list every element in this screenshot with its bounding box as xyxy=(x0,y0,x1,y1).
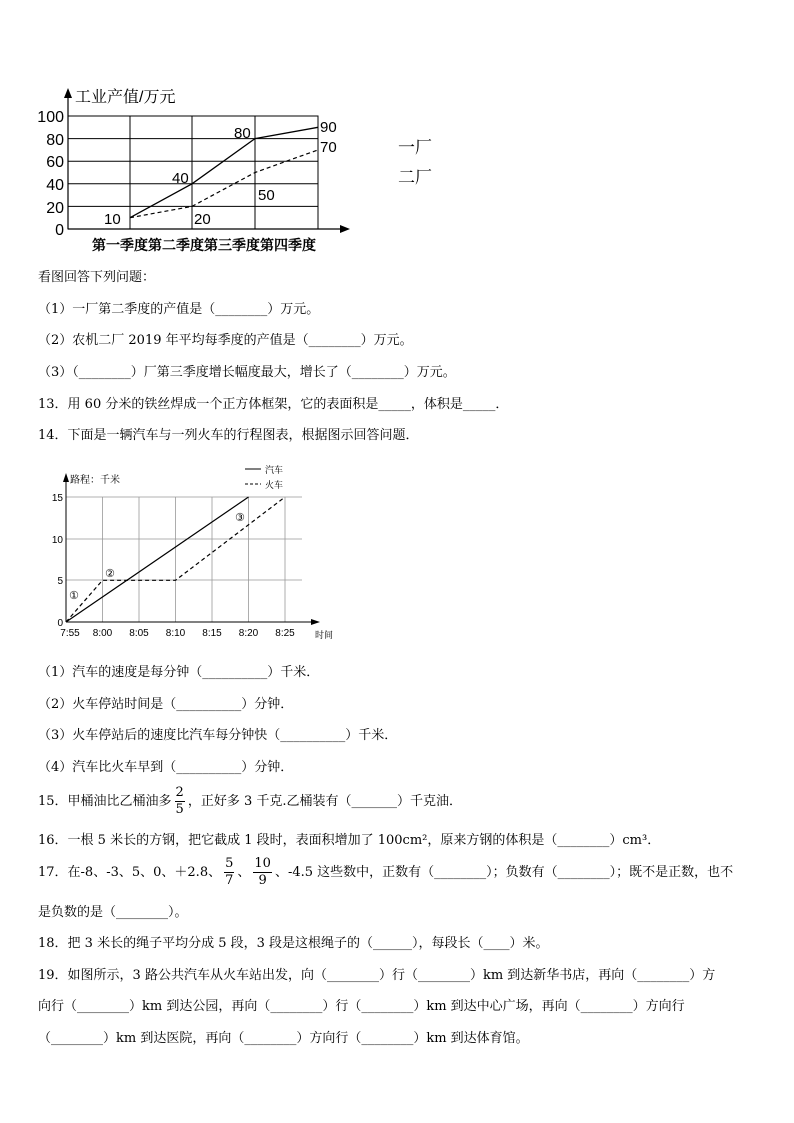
q12-part2: （2）农机二厂 2019 年平均每季度的产值是（________）万元。 xyxy=(38,333,413,348)
x-tick: 8:20 xyxy=(238,628,259,639)
data-label: 40 xyxy=(172,170,189,187)
data-label: 90 xyxy=(320,119,337,136)
q14-part1: （1）汽车的速度是每分钟（__________）千米． xyxy=(38,665,320,680)
q17-line1: 17．在-8、-3、5、0、＋2.8、 $\frac{5}{7}$ 、 $\frac{10}{9}$ 、-4.5 这些数中，正数有（________）；负数有（________）；既不是正数，也不 xyxy=(38,856,734,888)
chart1-x-labels: 第一季度第二季度第三季度第四季度 xyxy=(92,237,316,253)
legend-factory-1: 一厂 xyxy=(398,138,432,157)
q12-intro: 看图回答下列问题： xyxy=(38,270,156,285)
series-car xyxy=(66,497,249,622)
y-tick: 60 xyxy=(46,154,64,171)
y-tick: 80 xyxy=(46,132,64,149)
x-tick: 7:55 xyxy=(60,628,80,639)
chart2-x-title: 时间 xyxy=(315,630,334,640)
data-label: 50 xyxy=(258,187,275,204)
x-tick: 8:00 xyxy=(92,628,113,639)
chart2-grid xyxy=(66,497,302,622)
q17-fraction-1: $\frac{5}{7}$ xyxy=(225,856,234,888)
legend-car: 汽车 xyxy=(265,465,284,475)
q12-part1: （1）一厂第二季度的产值是（________）万元。 xyxy=(38,302,320,317)
chart2-x-ticks xyxy=(60,628,295,639)
output-line-chart xyxy=(0,0,794,270)
q12-part3: （3）（________）厂第三季度增长幅度最大，增长了（________）万元。 xyxy=(38,365,456,380)
x-tick: 8:10 xyxy=(165,628,186,639)
chart1-y-arrow-icon xyxy=(64,88,72,98)
y-tick: 5 xyxy=(57,576,63,587)
x-tick: 8:15 xyxy=(202,628,222,639)
q14-part2: （2）火车停站时间是（__________）分钟． xyxy=(38,697,294,712)
q14-part3: （3）火车停站后的速度比汽车每分钟快（__________）千米． xyxy=(38,728,398,743)
q19-line2: 向行（________）km 到达公园，再向（________）行（________）km 到达中心广场，再向（________）方向行 xyxy=(38,999,685,1014)
data-label: 10 xyxy=(104,211,121,228)
x-tick: 8:05 xyxy=(129,628,149,639)
q19-line1: 19．如图所示，3 路公共汽车从火车站出发，向（________）行（________）km 到达新华书店，再向（________）方 xyxy=(38,968,716,983)
segment-mark-1: ① xyxy=(69,590,79,602)
y-tick: 10 xyxy=(51,535,63,546)
series-factory-1 xyxy=(130,127,318,217)
y-tick: 0 xyxy=(55,222,64,239)
chart2-y-arrow-icon xyxy=(63,473,69,482)
chart1-y-title: 工业产值/万元 xyxy=(75,89,176,106)
q18: 18．把 3 米长的绳子平均分成 5 段，3 段是这根绳子的（______），每段长（____）米。 xyxy=(38,936,549,951)
q14-title: 14．下面是一辆汽车与一列火车的行程图表，根据图示回答问题． xyxy=(38,428,419,443)
q14-part4: （4）汽车比火车早到（__________）分钟． xyxy=(38,760,294,775)
y-tick: 15 xyxy=(51,493,63,504)
chart2-y-ticks xyxy=(52,493,64,629)
q16: 16．一根 5 米长的方钢，把它截成 1 段时，表面积增加了 100cm²，原来方钢的体积是（________）cm³． xyxy=(38,833,661,848)
chart2-x-arrow-icon xyxy=(311,619,320,625)
q15 xyxy=(38,785,462,819)
chart1-x-arrow-icon xyxy=(340,225,350,233)
chart1-legend xyxy=(398,138,432,187)
q15-fraction: $\frac{2}{5}$ xyxy=(175,785,184,817)
segment-mark-3: ③ xyxy=(235,512,245,524)
chart2-legend xyxy=(245,464,283,490)
travel-line-chart xyxy=(0,455,794,645)
q15-text-b: ，正好多 3 千克.乙桶装有（_______）千克油． xyxy=(187,794,462,809)
q17-fraction-2: $\frac{10}{9}$ xyxy=(254,856,271,888)
data-label: 20 xyxy=(194,211,211,228)
data-label: 70 xyxy=(320,139,337,156)
legend-train: 火车 xyxy=(265,480,284,490)
chart1-y-ticks xyxy=(37,109,64,239)
x-tick: 8:25 xyxy=(275,628,295,639)
y-tick: 20 xyxy=(46,200,64,217)
q17-line2: 是负数的是（________）。 xyxy=(38,905,188,920)
legend-factory-2: 二厂 xyxy=(398,168,432,187)
chart2-y-title: 路程：千米 xyxy=(70,475,120,486)
y-tick: 100 xyxy=(37,109,64,126)
data-label: 80 xyxy=(234,125,251,142)
segment-mark-2: ② xyxy=(105,568,115,580)
y-tick: 40 xyxy=(46,177,64,194)
q19-line3: （________）km 到达医院，再向（________）方向行（________）km 到达体育馆。 xyxy=(38,1031,529,1046)
q15-text-a: 15．甲桶油比乙桶油多 xyxy=(38,794,172,809)
y-tick: 0 xyxy=(57,618,63,629)
q13: 13．用 60 分米的铁丝焊成一个正方体框架，它的表面积是_____，体积是_____． xyxy=(38,397,509,412)
